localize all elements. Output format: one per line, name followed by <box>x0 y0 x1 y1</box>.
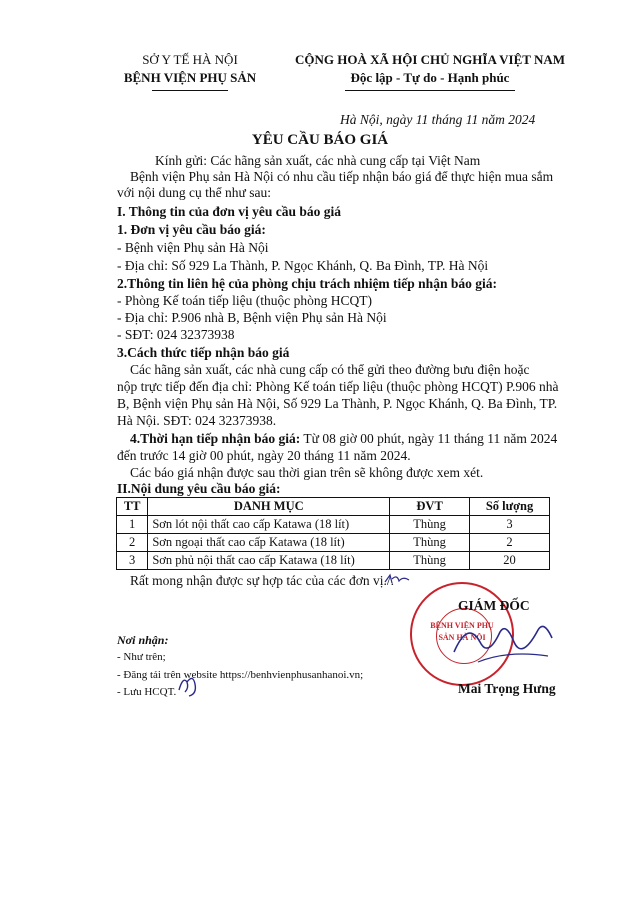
column-header: Số lượng <box>470 498 550 516</box>
date-line: Hà Nội, ngày 11 tháng 11 năm 2024 <box>340 112 536 127</box>
handwritten-initial-mark <box>175 672 203 698</box>
sub4-line: đến trước 14 giờ 00 phút, ngày 20 tháng 11 năm 2024. <box>117 448 411 463</box>
subsection-1-heading: 1. Đơn vị yêu cầu báo giá: <box>117 222 266 237</box>
signatory-name: Mai Trọng Hưng <box>458 681 556 696</box>
sub2-item: - Phòng Kế toán tiếp liệu (thuộc phòng HCQT) <box>117 293 372 308</box>
subsection-4-heading: 4.Thời hạn tiếp nhận báo giá: <box>130 431 301 446</box>
table-row <box>117 516 550 534</box>
stamp-text: BỆNH VIỆN PHỤ SẢN HÀ NỘI <box>430 621 494 642</box>
cell-qty: 3 <box>470 516 550 534</box>
org-underline <box>152 90 228 91</box>
sub2-item: - Địa chỉ: P.906 nhà B, Bệnh viện Phụ sản Hà Nội <box>117 310 387 325</box>
greeting: Kính gửi: Các hãng sản xuất, các nhà cung cấp tại Việt Nam <box>155 153 481 168</box>
cell-unit: Thùng <box>390 516 470 534</box>
column-header: DANH MỤC <box>148 498 390 516</box>
closing-line: Rất mong nhận được sự hợp tác của các đơn vị./. <box>130 573 394 588</box>
nation-underline <box>345 90 515 91</box>
document-title: YÊU CẦU BÁO GIÁ <box>251 132 389 148</box>
recipient-item: - Đăng tải trên website https://benhvienphusanhanoi.vn; <box>117 669 364 681</box>
cell-qty: 2 <box>470 534 550 552</box>
intro-line-1: Bệnh viện Phụ sản Hà Nội có nhu cầu tiếp nhận báo giá để thực hiện mua sắm <box>130 169 554 184</box>
cell-unit: Thùng <box>390 552 470 570</box>
sub3-line: nộp trực tiếp đến địa chỉ: Phòng Kế toán tiếp liệu (thuộc phòng HCQT) P.906 nhà <box>117 379 559 394</box>
org-line-2: BỆNH VIỆN PHỤ SẢN <box>123 70 257 85</box>
recipient-item: - Lưu HCQT. <box>117 686 177 698</box>
cell-tt: 2 <box>117 534 148 552</box>
cell-tt: 1 <box>117 516 148 534</box>
handwritten-signature <box>448 612 558 672</box>
sub4-line: Các báo giá nhận được sau thời gian trên sẽ không được xem xét. <box>130 465 484 480</box>
cell-item: Sơn ngoại thất cao cấp Katawa (18 lít) <box>148 534 390 552</box>
cell-item: Sơn phủ nội thất cao cấp Katawa (18 lít) <box>148 552 390 570</box>
sub3-line: B, Bệnh viện Phụ sản Hà Nội, Số 929 La Thành, P. Ngọc Khánh, Q. Ba Đình, TP. <box>117 396 558 411</box>
subsection-2-heading: 2.Thông tin liên hệ của phòng chịu trách nhiệm tiếp nhận báo giá: <box>117 276 497 291</box>
nation-line-2: Độc lập - Tự do - Hạnh phúc <box>350 70 510 85</box>
column-header: TT <box>117 498 148 516</box>
initials-mark <box>383 572 411 586</box>
sub1-item: - Bệnh viện Phụ sản Hà Nội <box>117 240 269 255</box>
sub3-line: Các hãng sản xuất, các nhà cung cấp có thể gửi theo đường bưu điện hoặc <box>130 362 530 377</box>
cell-tt: 3 <box>117 552 148 570</box>
cell-item: Sơn lót nội thất cao cấp Katawa (18 lít) <box>148 516 390 534</box>
subsection-3-heading: 3.Cách thức tiếp nhận báo giá <box>117 345 290 360</box>
recipients-heading: Nơi nhận: <box>117 633 169 647</box>
column-header: ĐVT <box>390 498 470 516</box>
table-row <box>117 534 550 552</box>
org-line-1: SỞ Y TẾ HÀ NỘI <box>142 52 238 67</box>
intro-line-2: với nội dung cụ thể như sau: <box>117 185 271 200</box>
nation-line-1: CỘNG HOÀ XÃ HỘI CHỦ NGHĨA VIỆT NAM <box>294 52 566 67</box>
signature-role: GIÁM ĐỐC <box>458 598 530 613</box>
table-header-row <box>117 498 550 516</box>
sub2-item: - SĐT: 024 32373938 <box>117 327 235 342</box>
items-table <box>116 497 550 570</box>
subsection-4-text: Từ 08 giờ 00 phút, ngày 11 tháng 11 năm 2024 <box>300 431 558 446</box>
sub3-line: Hà Nội. SĐT: 024 32373938. <box>117 413 277 428</box>
section-2-heading: II.Nội dung yêu cầu báo giá: <box>117 481 281 496</box>
cell-qty: 20 <box>470 552 550 570</box>
subsection-4-line <box>130 431 557 447</box>
cell-unit: Thùng <box>390 534 470 552</box>
sub1-item: - Địa chỉ: Số 929 La Thành, P. Ngọc Khánh, Q. Ba Đình, TP. Hà Nội <box>117 258 489 273</box>
recipient-item: - Như trên; <box>117 651 166 663</box>
section-1-heading: I. Thông tin của đơn vị yêu cầu báo giá <box>117 204 342 219</box>
table-row <box>117 552 550 570</box>
